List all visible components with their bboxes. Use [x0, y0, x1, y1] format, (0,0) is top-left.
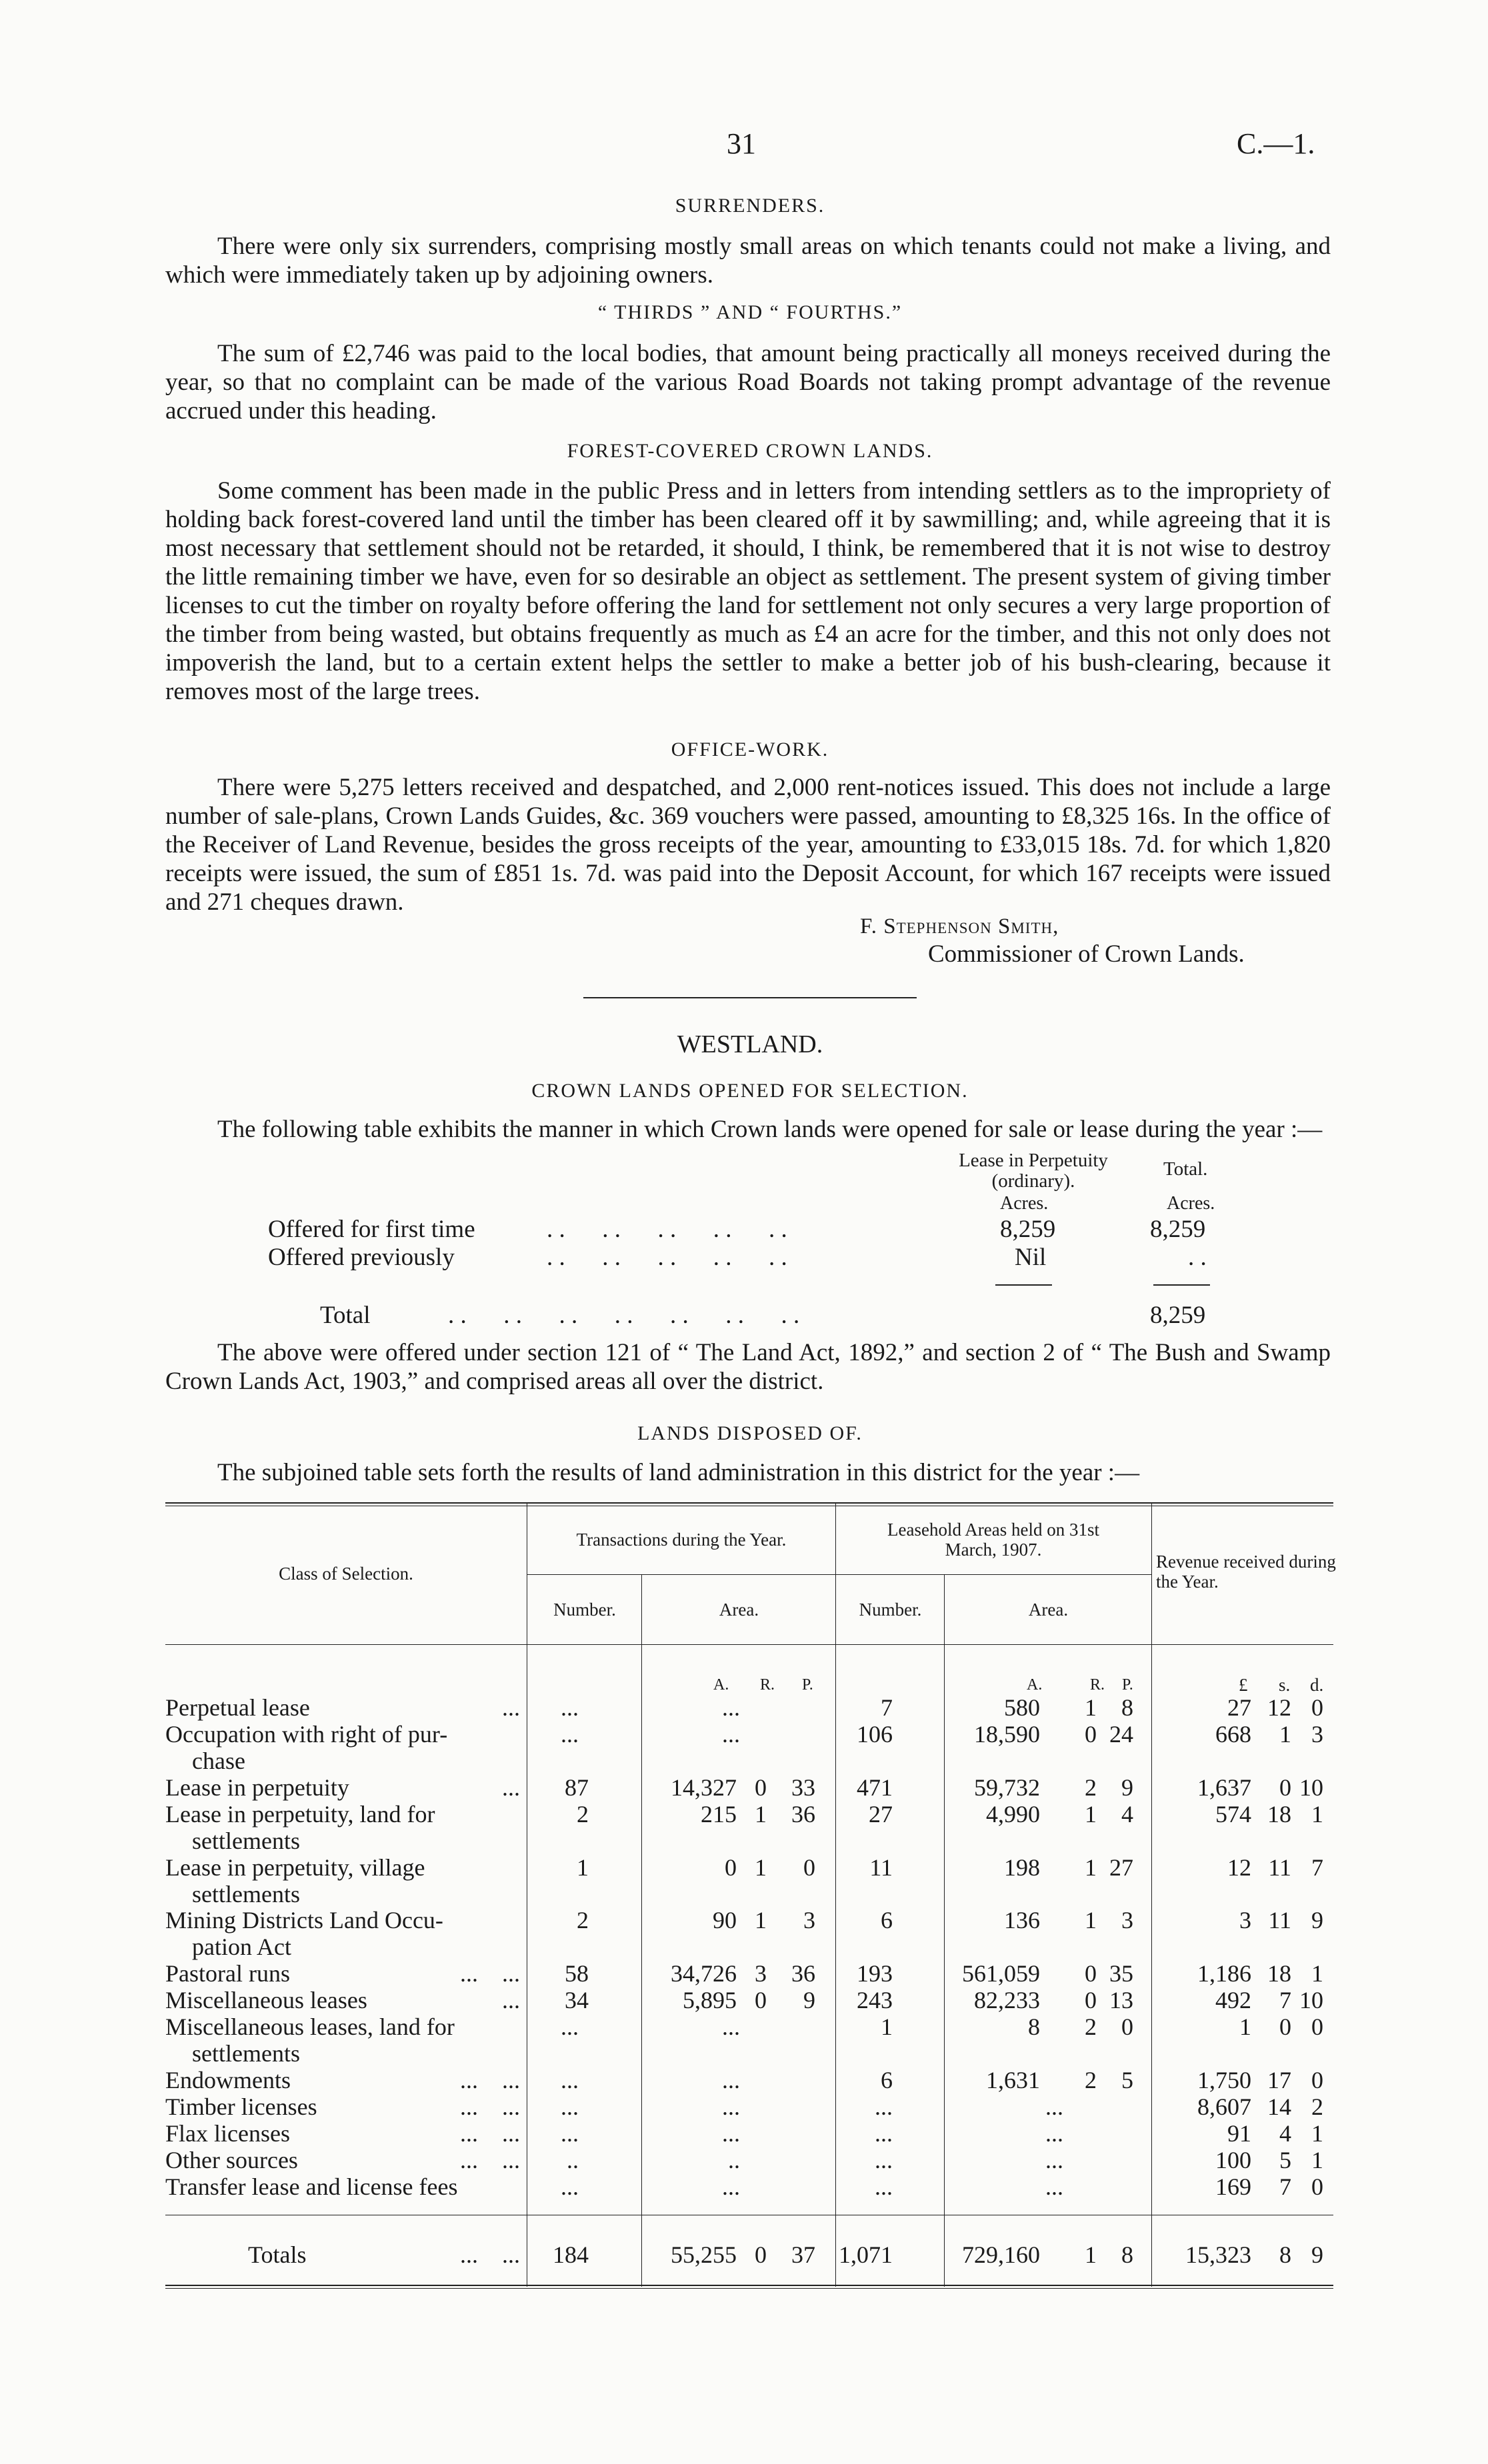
unit-roods: R.	[760, 1676, 775, 1694]
cell-rev-d: 9	[1311, 1907, 1323, 1933]
cell-t-p: 9	[803, 1987, 815, 2013]
totals-t-num: 184	[553, 2241, 589, 2268]
cell-t-r: 3	[755, 1960, 767, 1987]
opened-row-total: . .	[1188, 1244, 1207, 1271]
cell-t-p: 33	[791, 1774, 815, 1801]
cell-l-a: 198	[1004, 1854, 1040, 1881]
cell-l-r: 1	[1085, 1694, 1097, 1721]
cell-rev-d: 1	[1311, 1960, 1323, 1987]
cell-l-num: ...	[875, 2147, 893, 2173]
signature-title: Commissioner of Crown Lands.	[928, 940, 1245, 968]
cell-l-p: 35	[1109, 1960, 1133, 1987]
unit-pounds: £	[1239, 1675, 1248, 1695]
unit-perches: P.	[802, 1676, 813, 1694]
cell-t-num: ...	[561, 1694, 579, 1721]
cell-rev-s: 11	[1268, 1854, 1291, 1881]
table-col-rule	[641, 1574, 642, 2287]
totals-rev-d: 9	[1311, 2241, 1323, 2268]
cell-t-a: 215	[701, 1801, 737, 1828]
office-work-heading: OFFICE-WORK.	[671, 738, 829, 760]
cell-l-a: 561,059	[962, 1960, 1040, 1987]
table-col-rule	[944, 1574, 945, 2287]
cell-t-num: 87	[565, 1774, 589, 1801]
cell-rev-d: 1	[1311, 1801, 1323, 1828]
forest-lands-paragraph: Some comment has been made in the public Press and in letters from intending settlers as to the impropriety of holding back forest-covered land until the timber has been cleared off it by sawmilling; and, while agreeing that it is most necessary that settlement should not be retarded, it should, I think, be remembered that it is not wise to destroy the little remaining timber we have, even for so desirable an object as settlement. The present system of giving timber licenses to cut the timber on royalty before offering the land for settlement not only secures a very large proportion of the timber from being wasted, but obtains frequently as much as £4 an acre for the timber, and this not only does not impoverish the land, but to a certain extent helps the settler to make a better job of his bush-clearing, because it removes most of the large trees.	[165, 477, 1331, 705]
totals-l-num: 1,071	[839, 2241, 893, 2268]
cell-l-r: 1	[1085, 1907, 1097, 1933]
cell-l-a: 82,233	[974, 1987, 1040, 2013]
cell-rev-d: 1	[1311, 2120, 1323, 2147]
opened-row-lip: 8,259	[1000, 1216, 1056, 1243]
cell-t-num: ...	[561, 2067, 579, 2093]
cell-rev-s: 0	[1279, 2013, 1291, 2040]
row-class-label: Lease in perpetuity, land for	[165, 1801, 435, 1828]
header-area: Area.	[1028, 1600, 1069, 1620]
cell-l-p: 9	[1121, 1774, 1133, 1801]
cell-l-num: ...	[875, 2120, 893, 2147]
cell-l-a: ...	[1045, 2173, 1063, 2200]
cell-l-num: 27	[869, 1801, 893, 1828]
cell-rev-l: 91	[1227, 2120, 1251, 2147]
row-class-label: Lease in perpetuity, village	[165, 1854, 425, 1881]
row-class-dots: ... ...	[460, 2067, 520, 2093]
row-class-label: Flax licenses	[165, 2120, 290, 2147]
totals-l-a: 729,160	[962, 2241, 1040, 2268]
opened-col-total-header: Total.	[1163, 1158, 1208, 1180]
cell-rev-l: 100	[1215, 2147, 1251, 2173]
cell-t-num: 1	[577, 1854, 589, 1881]
opened-row-dots: . . . . . . . . . .	[547, 1244, 787, 1271]
cell-l-a: 1,631	[986, 2067, 1040, 2093]
row-class-label: Timber licenses	[165, 2093, 317, 2120]
lands-disposed-heading: LANDS DISPOSED OF.	[637, 1422, 863, 1444]
row-class-dots: ... ...	[460, 2093, 520, 2120]
thirds-fourths-heading: “ THIRDS ” AND “ FOURTHS.”	[597, 301, 903, 323]
cell-l-num: 6	[881, 1907, 893, 1933]
cell-t-num: 2	[577, 1907, 589, 1933]
table-col-rule	[1151, 1504, 1152, 2287]
thirds-fourths-paragraph: The sum of £2,746 was paid to the local bodies, that amount being practically all moneys received during the year, so that no complaint can be made of the various Road Boards not taking prompt advantage of the revenue accrued under this heading.	[165, 340, 1331, 425]
cell-t-a: ...	[722, 1694, 740, 1721]
table-bottom-rule	[165, 2288, 1333, 2289]
cell-l-num: ...	[875, 2173, 893, 2200]
cell-l-num: 243	[857, 1987, 893, 2013]
cell-rev-l: 3	[1239, 1907, 1251, 1933]
cell-t-a: 5,895	[683, 1987, 737, 2013]
cell-l-a: 4,990	[986, 1801, 1040, 1828]
cell-rev-l: 574	[1215, 1801, 1251, 1828]
cell-l-p: 0	[1121, 2013, 1133, 2040]
totals-t-a: 55,255	[671, 2241, 737, 2268]
totals-t-r: 0	[755, 2241, 767, 2268]
cell-rev-l: 1,186	[1197, 1960, 1251, 1987]
cell-rev-d: 0	[1311, 2067, 1323, 2093]
cell-rev-s: 1	[1279, 1721, 1291, 1748]
cell-rev-s: 11	[1268, 1907, 1291, 1933]
cell-t-a: ..	[728, 2147, 740, 2173]
cell-l-num: ...	[875, 2093, 893, 2120]
row-class-dots: ...	[502, 1774, 520, 1801]
cell-t-a: 34,726	[671, 1960, 737, 1987]
cell-t-a: 90	[713, 1907, 737, 1933]
cell-rev-l: 1,750	[1197, 2067, 1251, 2093]
cell-rev-s: 17	[1267, 2067, 1291, 2093]
cell-l-p: 8	[1121, 1694, 1133, 1721]
document-reference: C.—1.	[1237, 127, 1315, 160]
unit-roods: R.	[1090, 1676, 1105, 1694]
cell-t-p: 36	[791, 1801, 815, 1828]
cell-l-p: 27	[1109, 1854, 1133, 1881]
opened-total-value: 8,259	[1150, 1302, 1206, 1329]
cell-l-r: 0	[1085, 1721, 1097, 1748]
cell-l-a: ...	[1045, 2120, 1063, 2147]
opened-unit-total: Acres.	[1167, 1193, 1215, 1214]
surrenders-heading: SURRENDERS.	[675, 195, 825, 217]
header-number: Number.	[553, 1600, 616, 1620]
cell-t-a: ...	[722, 1721, 740, 1748]
signature-name: F. Stephenson Smith,	[860, 914, 1059, 938]
cell-t-r: 1	[755, 1907, 767, 1933]
row-class-label: Miscellaneous leases	[165, 1987, 367, 2013]
cell-l-a: 136	[1004, 1907, 1040, 1933]
cell-rev-d: 10	[1299, 1774, 1323, 1801]
opened-total-dots: . . . . . . . . . . . . . .	[448, 1302, 800, 1329]
page-number: 31	[727, 127, 756, 160]
cell-rev-s: 4	[1279, 2120, 1291, 2147]
cell-t-num: ...	[561, 2093, 579, 2120]
opened-unit-lip: Acres.	[1000, 1193, 1049, 1214]
header-transactions: Transactions during the Year.	[576, 1530, 787, 1550]
cell-t-num: ...	[561, 2120, 579, 2147]
cell-rev-l: 12	[1227, 1854, 1251, 1881]
row-class-label-continued: settlements	[192, 1828, 300, 1854]
cell-t-num: 2	[577, 1801, 589, 1828]
cell-rev-s: 0	[1279, 1774, 1291, 1801]
cell-rev-s: 7	[1279, 2173, 1291, 2200]
cell-t-r: 1	[755, 1854, 767, 1881]
row-class-label-continued: settlements	[192, 1881, 300, 1907]
cell-t-a: ...	[722, 2173, 740, 2200]
forest-lands-heading: FOREST-COVERED CROWN LANDS.	[567, 440, 933, 462]
header-leasehold: Leasehold Areas held on 31st March, 1907.	[887, 1520, 1099, 1560]
opened-row-total: 8,259	[1150, 1216, 1206, 1243]
cell-t-r: 0	[755, 1987, 767, 2013]
cell-l-p: 13	[1109, 1987, 1133, 2013]
cell-l-num: 1	[881, 2013, 893, 2040]
opened-row-dots: . . . . . . . . . .	[547, 1216, 787, 1243]
header-area: Area.	[719, 1600, 759, 1620]
cell-t-a: 14,327	[671, 1774, 737, 1801]
cell-l-num: 193	[857, 1960, 893, 1987]
row-class-dots: ... ...	[460, 2120, 520, 2147]
table-header-rule	[165, 1644, 1333, 1645]
unit-pence: d.	[1310, 1675, 1324, 1695]
opened-for-selection-heading: CROWN LANDS OPENED FOR SELECTION.	[531, 1080, 969, 1102]
cell-rev-d: 2	[1311, 2093, 1323, 2120]
cell-rev-l: 8,607	[1197, 2093, 1251, 2120]
row-class-label: Lease in perpetuity	[165, 1774, 349, 1801]
cell-rev-l: 1,637	[1197, 1774, 1251, 1801]
cell-l-r: 0	[1085, 1960, 1097, 1987]
unit-acres: A.	[713, 1676, 729, 1694]
cell-rev-l: 1	[1239, 2013, 1251, 2040]
cell-t-p: 3	[803, 1907, 815, 1933]
opened-row-label: Offered for first time	[268, 1216, 475, 1243]
row-class-label: Occupation with right of pur-	[165, 1721, 448, 1748]
row-class-label: Other sources	[165, 2147, 298, 2173]
cell-rev-s: 5	[1279, 2147, 1291, 2173]
row-class-label: Miscellaneous leases, land for	[165, 2013, 455, 2040]
header-number: Number.	[859, 1600, 922, 1620]
cell-t-a: ...	[722, 2120, 740, 2147]
cell-t-num: 58	[565, 1960, 589, 1987]
cell-l-p: 3	[1121, 1907, 1133, 1933]
cell-l-r: 1	[1085, 1854, 1097, 1881]
totals-l-p: 8	[1121, 2241, 1133, 2268]
cell-l-p: 4	[1121, 1801, 1133, 1828]
surrenders-paragraph: There were only six surrenders, comprising mostly small areas on which tenants could not make a living, and which were immediately taken up by adjoining owners.	[165, 233, 1331, 289]
table-top-rule	[165, 1502, 1333, 1504]
row-class-label: Transfer lease and license fees	[165, 2173, 458, 2200]
row-class-dots: ...	[502, 1987, 520, 2013]
totals-t-p: 37	[791, 2241, 815, 2268]
opened-row-lip: Nil	[1015, 1244, 1047, 1271]
table-col-rule	[835, 1504, 836, 2287]
cell-t-num: 34	[565, 1987, 589, 2013]
header-revenue: Revenue received during the Year.	[1156, 1552, 1336, 1592]
cell-rev-d: 0	[1311, 1694, 1323, 1721]
row-class-dots: ... ...	[460, 2147, 520, 2173]
opened-col-lip-header: Lease in Perpetuity (ordinary).	[959, 1150, 1108, 1192]
totals-dots: ... ...	[460, 2241, 520, 2268]
cell-rev-s: 18	[1267, 1960, 1291, 1987]
cell-rev-d: 10	[1299, 1987, 1323, 2013]
cell-rev-s: 14	[1267, 2093, 1291, 2120]
cell-t-p: 36	[791, 1960, 815, 1987]
row-class-dots: ... ...	[460, 1960, 520, 1987]
opened-total-label: Total	[320, 1302, 371, 1329]
opened-intro: The following table exhibits the manner in which Crown lands were opened for sale or lease during the year :—	[217, 1116, 1323, 1143]
disposed-intro: The subjoined table sets forth the results of land administration in this district for the year :—	[217, 1459, 1140, 1486]
cell-l-a: ...	[1045, 2147, 1063, 2173]
cell-t-a: ...	[722, 2067, 740, 2093]
row-class-label-continued: pation Act	[192, 1933, 291, 1960]
cell-t-a: ...	[722, 2013, 740, 2040]
cell-rev-d: 1	[1311, 2147, 1323, 2173]
cell-t-num: ...	[561, 2173, 579, 2200]
row-class-dots: ...	[502, 1694, 520, 1721]
cell-rev-l: 169	[1215, 2173, 1251, 2200]
totals-label: Totals	[248, 2241, 307, 2268]
cell-rev-d: 7	[1311, 1854, 1323, 1881]
cell-rev-d: 3	[1311, 1721, 1323, 1748]
opened-row-label: Offered previously	[268, 1244, 455, 1271]
unit-acres: A.	[1027, 1676, 1043, 1694]
cell-l-num: 11	[869, 1854, 893, 1881]
table-bottom-rule	[165, 2285, 1333, 2286]
cell-l-num: 6	[881, 2067, 893, 2093]
cell-t-r: 1	[755, 1801, 767, 1828]
cell-rev-d: 0	[1311, 2013, 1323, 2040]
cell-rev-l: 27	[1227, 1694, 1251, 1721]
cell-t-num: ...	[561, 2013, 579, 2040]
header-class-of-selection: Class of Selection.	[279, 1564, 413, 1584]
westland-title: WESTLAND.	[677, 1030, 823, 1058]
table-subheader-rule	[527, 1574, 1152, 1575]
cell-rev-l: 492	[1215, 1987, 1251, 2013]
cell-t-a: ...	[722, 2093, 740, 2120]
cell-l-p: 24	[1109, 1721, 1133, 1748]
row-class-label-continued: chase	[192, 1748, 245, 1774]
cell-rev-s: 7	[1279, 1987, 1291, 2013]
totals-rev-l: 15,323	[1185, 2241, 1251, 2268]
cell-l-p: 5	[1121, 2067, 1133, 2093]
totals-l-r: 1	[1085, 2241, 1097, 2268]
unit-perches: P.	[1122, 1676, 1133, 1694]
opened-note: The above were offered under section 121 of “ The Land Act, 1892,” and section 2 of “ The Bush and Swamp Crown Lands Act, 1903,” and comprised areas all over the district.	[165, 1339, 1331, 1395]
cell-l-r: 0	[1085, 1987, 1097, 2013]
cell-t-num: ...	[561, 1721, 579, 1748]
row-class-label: Pastoral runs	[165, 1960, 290, 1987]
cell-t-a: 0	[725, 1854, 737, 1881]
cell-l-num: 7	[881, 1694, 893, 1721]
row-class-label: Endowments	[165, 2067, 291, 2093]
cell-t-r: 0	[755, 1774, 767, 1801]
cell-l-a: 580	[1004, 1694, 1040, 1721]
cell-l-num: 106	[857, 1721, 893, 1748]
cell-l-r: 1	[1085, 1801, 1097, 1828]
cell-l-r: 2	[1085, 2067, 1097, 2093]
row-class-label-continued: settlements	[192, 2040, 300, 2067]
cell-l-a: 18,590	[974, 1721, 1040, 1748]
row-class-label: Mining Districts Land Occu-	[165, 1907, 443, 1933]
cell-l-r: 2	[1085, 1774, 1097, 1801]
cell-t-num: ..	[567, 2147, 579, 2173]
cell-l-a: 8	[1028, 2013, 1040, 2040]
cell-rev-d: 0	[1311, 2173, 1323, 2200]
cell-rev-s: 18	[1267, 1801, 1291, 1828]
office-work-paragraph: There were 5,275 letters received and despatched, and 2,000 rent-notices issued. This does not include a large number of sale-plans, Crown Lands Guides, &c. 369 vouchers were passed, amounting to £8,325 16s. In the office of the Receiver of Land Revenue, besides the gross receipts of the year, amounting to £33,015 18s. 7d. for which 1,820 receipts were issued, the sum of £851 1s. 7d. was paid into the Deposit Account, for which 167 receipts were issued and 271 cheques drawn.	[165, 774, 1331, 916]
row-class-label: Perpetual lease	[165, 1694, 310, 1721]
cell-rev-s: 12	[1267, 1694, 1291, 1721]
cell-l-r: 2	[1085, 2013, 1097, 2040]
cell-rev-l: 668	[1215, 1721, 1251, 1748]
cell-l-num: 471	[857, 1774, 893, 1801]
cell-t-p: 0	[803, 1854, 815, 1881]
cell-l-a: ...	[1045, 2093, 1063, 2120]
unit-shillings: s.	[1279, 1675, 1291, 1695]
cell-l-a: 59,732	[974, 1774, 1040, 1801]
totals-rev-s: 8	[1279, 2241, 1291, 2268]
